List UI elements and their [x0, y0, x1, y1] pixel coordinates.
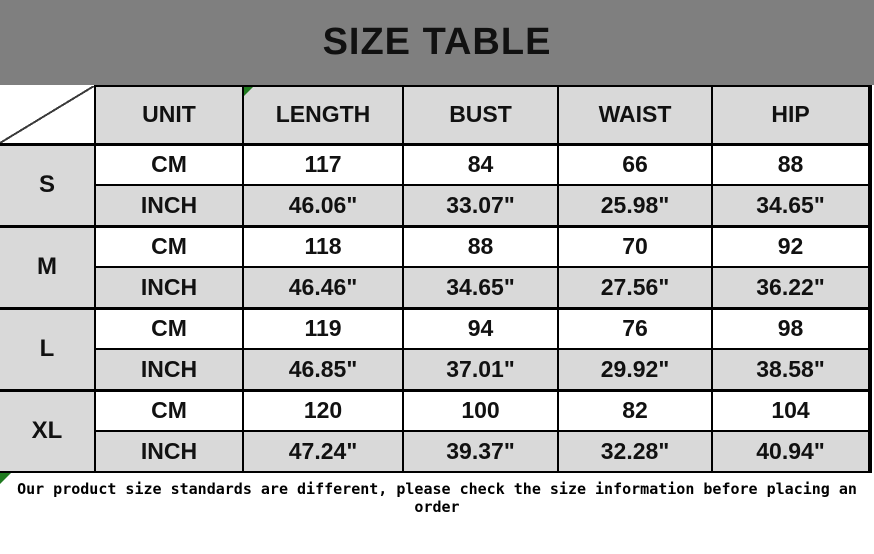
value-cell-l-cm-hip: 98 — [712, 308, 870, 349]
value-cell-xl-inch-length: 47.24" — [243, 431, 403, 472]
size-label-cell-xl: XL — [0, 390, 95, 472]
size-row-xl-cm — [0, 390, 870, 431]
unit-cell-cm: CM — [95, 390, 243, 431]
header-cell-waist: WAIST — [558, 86, 712, 144]
title-bar — [0, 0, 874, 85]
value-cell-l-inch-hip: 38.58" — [712, 349, 870, 390]
unit-cell-inch: INCH — [95, 267, 243, 308]
header-cell-unit: UNIT — [95, 86, 243, 144]
size-label-cell-l: L — [0, 308, 95, 390]
value-cell-m-inch-hip: 36.22" — [712, 267, 870, 308]
size-table — [0, 85, 872, 473]
value-cell-s-cm-waist: 66 — [558, 144, 712, 185]
value-cell-s-cm-hip: 88 — [712, 144, 870, 185]
value-cell-l-cm-waist: 76 — [558, 308, 712, 349]
value-cell-s-inch-hip: 34.65" — [712, 185, 870, 226]
size-row-s-cm — [0, 144, 870, 185]
unit-cell-cm: CM — [95, 226, 243, 267]
value-cell-m-inch-length: 46.46" — [243, 267, 403, 308]
size-row-l-cm — [0, 308, 870, 349]
value-cell-xl-cm-bust: 100 — [403, 390, 558, 431]
value-cell-m-inch-waist: 27.56" — [558, 267, 712, 308]
unit-cell-cm: CM — [95, 144, 243, 185]
value-cell-m-cm-length: 118 — [243, 226, 403, 267]
header-cell-bust: BUST — [403, 86, 558, 144]
size-table-body — [0, 144, 870, 472]
value-cell-l-inch-waist: 29.92" — [558, 349, 712, 390]
unit-cell-cm: CM — [95, 308, 243, 349]
size-row-xl-inch — [0, 431, 870, 472]
header-row — [0, 86, 870, 144]
value-cell-s-inch-bust: 33.07" — [403, 185, 558, 226]
value-cell-m-cm-bust: 88 — [403, 226, 558, 267]
value-cell-s-cm-bust: 84 — [403, 144, 558, 185]
value-cell-l-cm-length: 119 — [243, 308, 403, 349]
footer-note-text: Our product size standards are different, please check the size information before placing an order — [17, 480, 857, 517]
value-cell-xl-inch-waist: 32.28" — [558, 431, 712, 472]
value-cell-m-inch-bust: 34.65" — [403, 267, 558, 308]
unit-cell-inch: INCH — [95, 431, 243, 472]
value-cell-xl-inch-hip: 40.94" — [712, 431, 870, 472]
value-cell-xl-cm-hip: 104 — [712, 390, 870, 431]
size-label-cell-s: S — [0, 144, 95, 226]
size-row-s-inch — [0, 185, 870, 226]
value-cell-m-cm-hip: 92 — [712, 226, 870, 267]
unit-cell-inch: INCH — [95, 349, 243, 390]
size-row-m-inch — [0, 267, 870, 308]
value-cell-xl-inch-bust: 39.37" — [403, 431, 558, 472]
green-flag-icon — [244, 87, 253, 96]
value-cell-xl-cm-length: 120 — [243, 390, 403, 431]
header-cell-hip: HIP — [712, 86, 870, 144]
page-title: SIZE TABLE — [322, 21, 552, 63]
size-label-cell-m: M — [0, 226, 95, 308]
size-row-m-cm — [0, 226, 870, 267]
value-cell-s-inch-length: 46.06" — [243, 185, 403, 226]
size-row-l-inch — [0, 349, 870, 390]
value-cell-s-cm-length: 117 — [243, 144, 403, 185]
value-cell-s-inch-waist: 25.98" — [558, 185, 712, 226]
header-cell-length: LENGTH — [243, 86, 403, 144]
value-cell-m-cm-waist: 70 — [558, 226, 712, 267]
footer-note — [0, 473, 874, 554]
value-cell-l-inch-length: 46.85" — [243, 349, 403, 390]
value-cell-xl-cm-waist: 82 — [558, 390, 712, 431]
green-corner-icon — [0, 473, 11, 484]
value-cell-l-inch-bust: 37.01" — [403, 349, 558, 390]
value-cell-l-cm-bust: 94 — [403, 308, 558, 349]
unit-cell-inch: INCH — [95, 185, 243, 226]
diagonal-corner-cell — [0, 86, 95, 144]
